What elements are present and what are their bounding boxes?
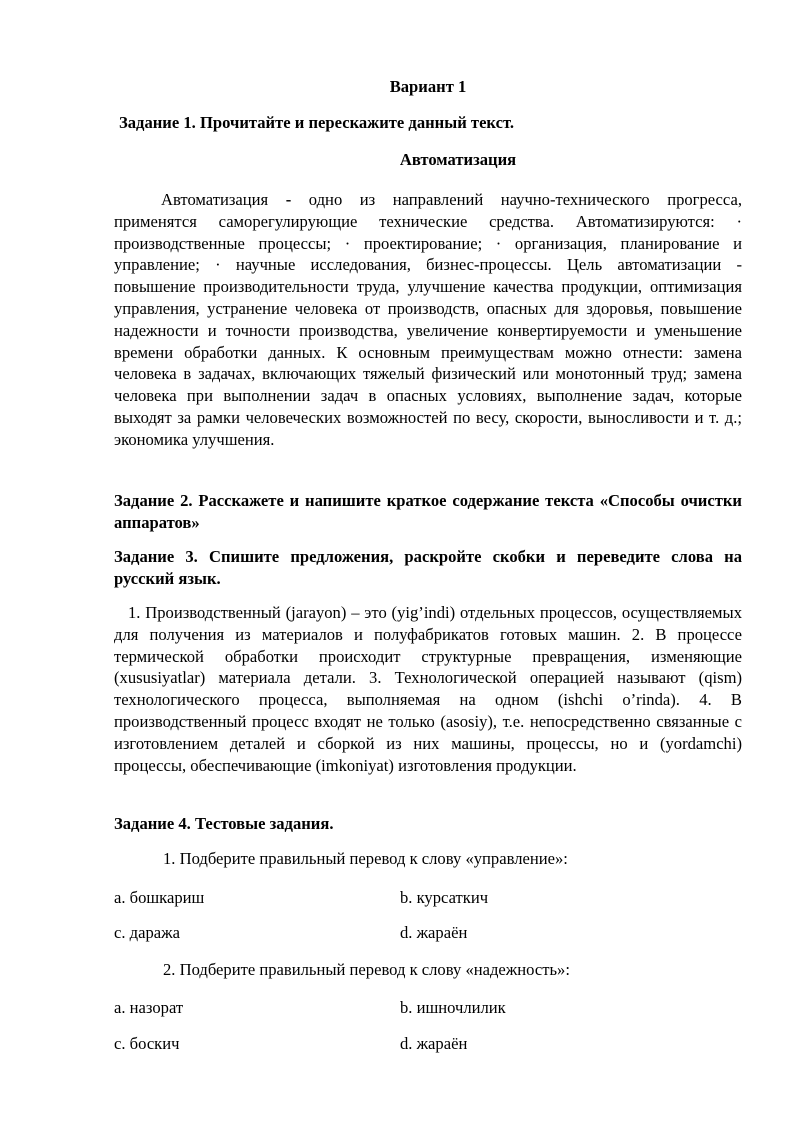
question-2-option-d: d. жараён: [400, 1034, 468, 1053]
task1-dash: -: [268, 190, 309, 209]
task1-heading: Задание 1. Прочитайте и перескажите данный текст.: [119, 113, 514, 132]
task2-heading: Задание 2. Расскажете и напишите краткое содержание текста «Способы очистки аппаратов»: [114, 491, 742, 532]
task1-text-title: Автоматизация: [399, 150, 517, 169]
question-2: 2. Подберите правильный перевод к слову «надежность»:: [163, 960, 570, 979]
question-1-option-b: b. курсаткич: [400, 888, 489, 907]
task1-paragraph: [114, 189, 742, 451]
question-1-option-c: c. даража: [114, 923, 180, 942]
question-2-option-c: c. боскич: [114, 1034, 180, 1053]
question-2-option-a: a. назорат: [114, 998, 184, 1017]
task3-heading: Задание 3. Спишите предложения, раскройте скобки и переведите слова на русский язык.: [114, 547, 742, 588]
question-1-option-d: d. жараён: [400, 923, 468, 942]
variant-title: Вариант 1: [389, 77, 467, 96]
task1-lead-word: Автоматизация: [161, 190, 269, 209]
question-1: 1. Подберите правильный перевод к слову «управление»:: [163, 849, 568, 868]
question-1-option-a: a. бошкариш: [114, 888, 205, 907]
task1-body: одно из направлений научно-технического прогресса, применятся саморегулирующие технические средства. Автоматизируются: · производственные процессы; · проектирование; · организация, планирование и управление; · научные исследования, бизнес-процессы. Цель автоматизации - повышение производительности труда, улучшение качества продукции, оптимизация управления, устранение человека от производств, опасных для здоровья, повышение надежности и точности производства, увеличение конвертируемости и уменьшение времени обработки данных. К основным преимуществам можно отнести: замена человека в задачах, включающих тяжелый физический или монотонный труд; замена человека при выполнении задач в опасных условиях, выполнение задач, которые выходят за рамки человеческих возможностей по весу, скорости, выносливости и т. д.; экономика улучшения.: [114, 190, 742, 449]
task4-heading: Задание 4. Тестовые задания.: [114, 814, 334, 833]
question-2-option-b: b. ишночлилик: [400, 998, 506, 1017]
task3-paragraph: 1. Производственный (jarayon) – это (yig’indi) отдельных процессов, осуществляемых для получения из материалов и полуфабрикатов готовых машин. 2. В процессе термической обработки происходит структурные превращения, изменяющие (xususiyatlar) материала детали. 3. Технологической операцией называют (qism) технологического процесса, выполняемая на одном (ishchi o’rinda). 4. В производственный процесс входят не только (asosiy), т.е. непосредственно связанные с изготовлением деталей и сборкой из них машины, процессы, но и (yordamchi) процессы, обеспечивающие (imkoniyat) изготовления продукции.: [114, 603, 742, 775]
